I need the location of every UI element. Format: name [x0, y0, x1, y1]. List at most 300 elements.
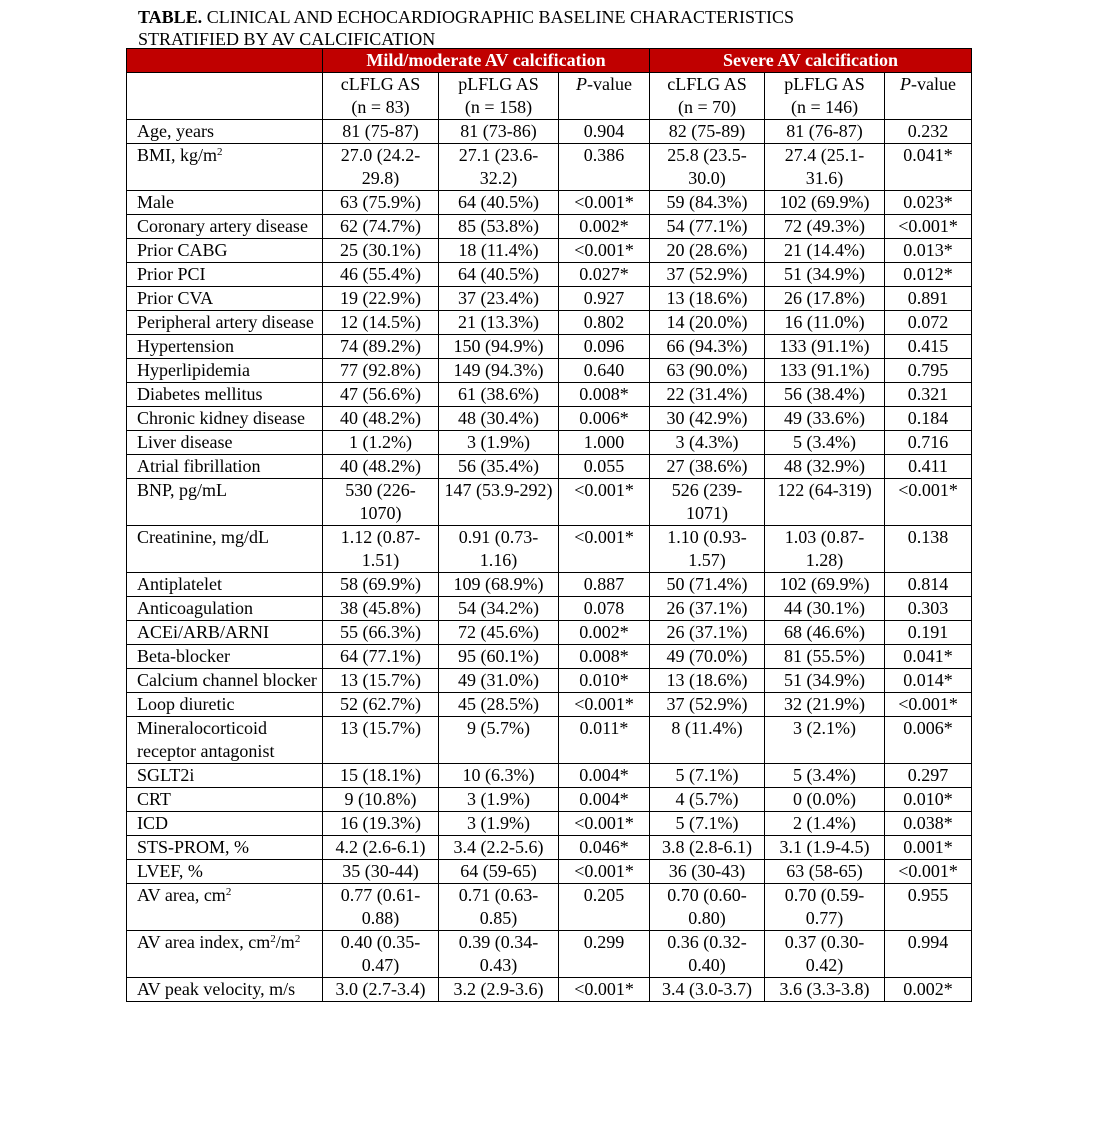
row-label-part: Prior PCI — [137, 264, 206, 284]
row-label-part: Chronic kidney disease — [137, 408, 305, 428]
table-cell: 0.70 (0.60-0.80) — [650, 884, 765, 931]
table-cell: 0.006* — [559, 407, 650, 431]
row-label — [127, 335, 323, 359]
row-label-part: CRT — [137, 789, 171, 809]
group-header-mild: Mild/moderate AV calcification — [323, 49, 650, 73]
table-cell: <0.001* — [885, 693, 972, 717]
table-cell: 21 (13.3%) — [439, 311, 559, 335]
table-cell: 109 (68.9%) — [439, 573, 559, 597]
table-cell: 54 (77.1%) — [650, 215, 765, 239]
row-label-part: Hyperlipidemia — [137, 360, 250, 380]
table-cell: 0.001* — [885, 836, 972, 860]
table-cell: 0.004* — [559, 764, 650, 788]
table-cell: <0.001* — [559, 812, 650, 836]
table-cell: 4.2 (2.6-6.1) — [323, 836, 439, 860]
table-row — [127, 669, 972, 693]
table-cell: 81 (55.5%) — [765, 645, 885, 669]
row-label — [127, 669, 323, 693]
table-cell: 3.6 (3.3-3.8) — [765, 978, 885, 1002]
table-cell: <0.001* — [559, 526, 650, 573]
table-cell: 3.0 (2.7-3.4) — [323, 978, 439, 1002]
subheader-label: pLFLG AS — [784, 74, 865, 94]
table-cell: 0.386 — [559, 144, 650, 191]
table-cell: 3.4 (2.2-5.6) — [439, 836, 559, 860]
table-cell: 27.4 (25.1-31.6) — [765, 144, 885, 191]
table-row — [127, 144, 972, 191]
table-row — [127, 812, 972, 836]
row-label-part: Hypertension — [137, 336, 234, 356]
table-cell: 59 (84.3%) — [650, 191, 765, 215]
row-label — [127, 431, 323, 455]
table-row — [127, 717, 972, 764]
table-cell: 10 (6.3%) — [439, 764, 559, 788]
table-cell: <0.001* — [559, 693, 650, 717]
table-cell: 49 (70.0%) — [650, 645, 765, 669]
table-cell: 149 (94.3%) — [439, 359, 559, 383]
table-cell: 0.303 — [885, 597, 972, 621]
table-cell: 26 (37.1%) — [650, 597, 765, 621]
table-cell: 1.03 (0.87-1.28) — [765, 526, 885, 573]
table-cell: 0.297 — [885, 764, 972, 788]
table-cell: 55 (66.3%) — [323, 621, 439, 645]
subheader-n: (n = 158) — [464, 97, 533, 117]
row-label — [127, 191, 323, 215]
table-cell: 0.814 — [885, 573, 972, 597]
row-label — [127, 479, 323, 526]
row-label-part: 2 — [225, 886, 232, 898]
table-cell: 21 (14.4%) — [765, 239, 885, 263]
table-row — [127, 311, 972, 335]
table-cell: 47 (56.6%) — [323, 383, 439, 407]
table-cell: 1.000 — [559, 431, 650, 455]
table-cell: 0.40 (0.35-0.47) — [323, 931, 439, 978]
table-cell: 0.955 — [885, 884, 972, 931]
title-line2: STRATIFIED BY AV CALCIFICATION — [138, 29, 436, 49]
table-cell: 0.096 — [559, 335, 650, 359]
row-label — [127, 645, 323, 669]
table-row — [127, 215, 972, 239]
table-cell: 37 (23.4%) — [439, 287, 559, 311]
table-cell: 1 (1.2%) — [323, 431, 439, 455]
table-cell: 30 (42.9%) — [650, 407, 765, 431]
table-cell: 3 (2.1%) — [765, 717, 885, 764]
table-cell: 64 (77.1%) — [323, 645, 439, 669]
row-label — [127, 884, 323, 931]
table-cell: 0.205 — [559, 884, 650, 931]
table-row — [127, 526, 972, 573]
row-label — [127, 215, 323, 239]
table-cell: 0.011* — [559, 717, 650, 764]
subheader-n: (n = 146) — [790, 97, 859, 117]
table-cell: 25.8 (23.5-30.0) — [650, 144, 765, 191]
table-cell: <0.001* — [559, 191, 650, 215]
table-row — [127, 383, 972, 407]
row-label — [127, 860, 323, 884]
table-cell: 13 (15.7%) — [323, 717, 439, 764]
row-label — [127, 526, 323, 573]
characteristics-table — [126, 48, 972, 1002]
subheader-italic: P — [900, 74, 912, 94]
table-cell: 27.0 (24.2-29.8) — [323, 144, 439, 191]
subheader-cell — [559, 73, 650, 120]
table-cell: <0.001* — [559, 978, 650, 1002]
table-cell: 5 (7.1%) — [650, 764, 765, 788]
table-cell: 46 (55.4%) — [323, 263, 439, 287]
table-cell: 51 (34.9%) — [765, 669, 885, 693]
title-line1: CLINICAL AND ECHOCARDIOGRAPHIC BASELINE CHARACTERISTICS — [202, 7, 795, 27]
table-cell: 56 (35.4%) — [439, 455, 559, 479]
table-row — [127, 931, 972, 978]
row-label-part: /m — [275, 932, 295, 952]
table-cell: 77 (92.8%) — [323, 359, 439, 383]
table-cell: 82 (75-89) — [650, 120, 765, 144]
row-label-part: AV area index, cm — [137, 932, 271, 952]
row-label-part: 2 — [294, 933, 301, 945]
table-cell: 0.138 — [885, 526, 972, 573]
table-cell: 3.2 (2.9-3.6) — [439, 978, 559, 1002]
table-cell: 12 (14.5%) — [323, 311, 439, 335]
table-cell: 0.321 — [885, 383, 972, 407]
row-label — [127, 407, 323, 431]
group-header-severe: Severe AV calcification — [650, 49, 972, 73]
table-cell: 0.802 — [559, 311, 650, 335]
table-cell: 0.36 (0.32-0.40) — [650, 931, 765, 978]
table-cell: 0.994 — [885, 931, 972, 978]
table-row — [127, 597, 972, 621]
row-label-part: Male — [137, 192, 174, 212]
table-cell: <0.001* — [559, 860, 650, 884]
row-label-part: Beta-blocker — [137, 646, 230, 666]
table-cell: 66 (94.3%) — [650, 335, 765, 359]
table-cell: 3.8 (2.8-6.1) — [650, 836, 765, 860]
table-cell: 0.038* — [885, 812, 972, 836]
table-cell: 20 (28.6%) — [650, 239, 765, 263]
table-cell: 0.010* — [885, 788, 972, 812]
row-label — [127, 120, 323, 144]
row-label-part: ACEi/ARB/ARNI — [137, 622, 270, 642]
table-cell: 0 (0.0%) — [765, 788, 885, 812]
table-cell: 18 (11.4%) — [439, 239, 559, 263]
table-cell: 25 (30.1%) — [323, 239, 439, 263]
table-cell: <0.001* — [559, 239, 650, 263]
table-cell: 32 (21.9%) — [765, 693, 885, 717]
table-cell: 8 (11.4%) — [650, 717, 765, 764]
row-label-part: Prior CVA — [137, 288, 214, 308]
table-cell: 14 (20.0%) — [650, 311, 765, 335]
table-cell: 0.411 — [885, 455, 972, 479]
row-label — [127, 359, 323, 383]
table-cell: 27.1 (23.6-32.2) — [439, 144, 559, 191]
table-row — [127, 239, 972, 263]
row-label — [127, 717, 323, 764]
table-cell: 0.002* — [559, 215, 650, 239]
row-label-part: Atrial fibrillation — [137, 456, 261, 476]
table-cell: 0.002* — [559, 621, 650, 645]
table-cell: 1.12 (0.87-1.51) — [323, 526, 439, 573]
row-label-part: Mineralocorticoid receptor antagonist — [137, 718, 275, 761]
table-cell: 0.023* — [885, 191, 972, 215]
table-cell: <0.001* — [885, 860, 972, 884]
row-label — [127, 383, 323, 407]
table-row — [127, 693, 972, 717]
table-cell: 26 (17.8%) — [765, 287, 885, 311]
subheader-cell — [650, 73, 765, 120]
table-cell: 50 (71.4%) — [650, 573, 765, 597]
table-cell: 0.006* — [885, 717, 972, 764]
row-label-part: Anticoagulation — [137, 598, 253, 618]
table-row — [127, 884, 972, 931]
row-label — [127, 764, 323, 788]
row-label-part: AV peak velocity, m/s — [137, 979, 296, 999]
row-label-part: Diabetes mellitus — [137, 384, 263, 404]
table-cell: 85 (53.8%) — [439, 215, 559, 239]
table-cell: 147 (53.9-292) — [439, 479, 559, 526]
table-cell: 36 (30-43) — [650, 860, 765, 884]
table-cell: 0.39 (0.34-0.43) — [439, 931, 559, 978]
table-cell: 0.71 (0.63-0.85) — [439, 884, 559, 931]
table-cell: 0.041* — [885, 645, 972, 669]
row-label-part: 2 — [270, 933, 276, 945]
table-cell: 0.041* — [885, 144, 972, 191]
table-cell: 13 (15.7%) — [323, 669, 439, 693]
table-cell: 0.70 (0.59-0.77) — [765, 884, 885, 931]
table-cell: 0.184 — [885, 407, 972, 431]
table-cell: 44 (30.1%) — [765, 597, 885, 621]
table-cell: 37 (52.9%) — [650, 693, 765, 717]
table-cell: 13 (18.6%) — [650, 669, 765, 693]
subheader-blank — [127, 73, 323, 120]
row-label — [127, 287, 323, 311]
row-label-part: AV area, cm — [137, 885, 226, 905]
table-cell: 54 (34.2%) — [439, 597, 559, 621]
table-cell: 2 (1.4%) — [765, 812, 885, 836]
subheader-cell — [885, 73, 972, 120]
table-cell: 22 (31.4%) — [650, 383, 765, 407]
table-cell: 48 (30.4%) — [439, 407, 559, 431]
table-cell: 0.299 — [559, 931, 650, 978]
table-cell: 0.904 — [559, 120, 650, 144]
subheader-row — [127, 73, 972, 120]
table-cell: 26 (37.1%) — [650, 621, 765, 645]
table-cell: 3 (4.3%) — [650, 431, 765, 455]
row-label — [127, 621, 323, 645]
table-cell: 9 (5.7%) — [439, 717, 559, 764]
table-cell: 9 (10.8%) — [323, 788, 439, 812]
table-cell: 0.072 — [885, 311, 972, 335]
table-cell: 35 (30-44) — [323, 860, 439, 884]
row-label-part: Antiplatelet — [137, 574, 222, 594]
table-cell: 0.232 — [885, 120, 972, 144]
table-cell: 58 (69.9%) — [323, 573, 439, 597]
table-cell: 3 (1.9%) — [439, 788, 559, 812]
row-label-part: ICD — [137, 813, 168, 833]
table-cell: 64 (59-65) — [439, 860, 559, 884]
table-cell: 15 (18.1%) — [323, 764, 439, 788]
subheader-italic: P — [576, 74, 588, 94]
row-label-part: BMI, kg/m — [137, 145, 218, 165]
table-cell: 52 (62.7%) — [323, 693, 439, 717]
row-label-part: Calcium channel blocker — [137, 670, 317, 690]
table-cell: 72 (45.6%) — [439, 621, 559, 645]
table-cell: 0.91 (0.73-1.16) — [439, 526, 559, 573]
row-label-part: Coronary artery disease — [137, 216, 308, 236]
table-cell: 0.795 — [885, 359, 972, 383]
table-row — [127, 860, 972, 884]
group-header-blank — [127, 49, 323, 73]
row-label — [127, 812, 323, 836]
table-cell: 19 (22.9%) — [323, 287, 439, 311]
table-row — [127, 191, 972, 215]
table-cell: 102 (69.9%) — [765, 573, 885, 597]
table-cell: 61 (38.6%) — [439, 383, 559, 407]
table-cell: 0.013* — [885, 239, 972, 263]
title-bold: TABLE. — [138, 7, 203, 27]
table-cell: 3 (1.9%) — [439, 431, 559, 455]
table-cell: 0.008* — [559, 645, 650, 669]
table-cell: 4 (5.7%) — [650, 788, 765, 812]
table-row — [127, 287, 972, 311]
table-cell: 0.008* — [559, 383, 650, 407]
table-cell: 0.887 — [559, 573, 650, 597]
table-cell: 56 (38.4%) — [765, 383, 885, 407]
table-cell: 0.027* — [559, 263, 650, 287]
table-cell: 0.927 — [559, 287, 650, 311]
table-cell: 3 (1.9%) — [439, 812, 559, 836]
table-row — [127, 263, 972, 287]
table-row — [127, 621, 972, 645]
table-cell: 150 (94.9%) — [439, 335, 559, 359]
table-cell: 0.415 — [885, 335, 972, 359]
table-cell: 95 (60.1%) — [439, 645, 559, 669]
table-cell: 64 (40.5%) — [439, 263, 559, 287]
row-label — [127, 455, 323, 479]
table-row — [127, 479, 972, 526]
row-label — [127, 693, 323, 717]
subheader-cell — [765, 73, 885, 120]
row-label-part: Creatinine, mg/dL — [137, 527, 269, 547]
table-cell: 0.37 (0.30-0.42) — [765, 931, 885, 978]
table-row — [127, 431, 972, 455]
table-cell: 49 (31.0%) — [439, 669, 559, 693]
table-row — [127, 788, 972, 812]
table-cell: 81 (76-87) — [765, 120, 885, 144]
row-label — [127, 788, 323, 812]
table-cell: 16 (19.3%) — [323, 812, 439, 836]
table-cell: 37 (52.9%) — [650, 263, 765, 287]
subheader-n: (n = 83) — [351, 97, 410, 117]
table-cell: 48 (32.9%) — [765, 455, 885, 479]
table-cell: 530 (226-1070) — [323, 479, 439, 526]
table-cell: 5 (3.4%) — [765, 764, 885, 788]
table-cell: 0.002* — [885, 978, 972, 1002]
group-header-row — [127, 49, 972, 73]
table-cell: 68 (46.6%) — [765, 621, 885, 645]
row-label — [127, 978, 323, 1002]
subheader-cell — [323, 73, 439, 120]
table-row — [127, 978, 972, 1002]
table-row — [127, 645, 972, 669]
table-cell: 81 (75-87) — [323, 120, 439, 144]
table-cell: 13 (18.6%) — [650, 287, 765, 311]
table-cell: 3.1 (1.9-4.5) — [765, 836, 885, 860]
table-title — [138, 6, 794, 50]
table-cell: 0.191 — [885, 621, 972, 645]
table-cell: 63 (90.0%) — [650, 359, 765, 383]
table-cell: 5 (3.4%) — [765, 431, 885, 455]
table-cell: 0.078 — [559, 597, 650, 621]
table-cell: 0.891 — [885, 287, 972, 311]
table-cell: 40 (48.2%) — [323, 407, 439, 431]
row-label — [127, 573, 323, 597]
row-label-part: Loop diuretic — [137, 694, 235, 714]
table-cell: 0.010* — [559, 669, 650, 693]
row-label — [127, 836, 323, 860]
table-cell: 5 (7.1%) — [650, 812, 765, 836]
row-label — [127, 144, 323, 191]
row-label — [127, 263, 323, 287]
subheader-cell — [439, 73, 559, 120]
table-cell: 1.10 (0.93-1.57) — [650, 526, 765, 573]
table-cell: 16 (11.0%) — [765, 311, 885, 335]
subheader-label: pLFLG AS — [458, 74, 539, 94]
table-cell: 51 (34.9%) — [765, 263, 885, 287]
table-cell: 0.77 (0.61-0.88) — [323, 884, 439, 931]
row-label-part: LVEF, % — [137, 861, 203, 881]
table-cell: 63 (58-65) — [765, 860, 885, 884]
table-cell: 64 (40.5%) — [439, 191, 559, 215]
table-row — [127, 836, 972, 860]
table-row — [127, 359, 972, 383]
table-cell: 0.012* — [885, 263, 972, 287]
table-cell: <0.001* — [885, 215, 972, 239]
row-label — [127, 311, 323, 335]
table-cell: 0.640 — [559, 359, 650, 383]
row-label-part: Prior CABG — [137, 240, 228, 260]
row-label-part: Peripheral artery disease — [137, 312, 314, 332]
table-cell: 0.014* — [885, 669, 972, 693]
subheader-label: cLFLG AS — [340, 74, 421, 94]
table-cell: 62 (74.7%) — [323, 215, 439, 239]
row-label-part: 2 — [217, 146, 223, 158]
row-label-part: STS-PROM, % — [137, 837, 250, 857]
table-row — [127, 407, 972, 431]
table-cell: 49 (33.6%) — [765, 407, 885, 431]
table-cell: 0.055 — [559, 455, 650, 479]
table-cell: 72 (49.3%) — [765, 215, 885, 239]
table-cell: 27 (38.6%) — [650, 455, 765, 479]
subheader-label: -value — [911, 74, 957, 94]
table-cell: 38 (45.8%) — [323, 597, 439, 621]
table-cell: 63 (75.9%) — [323, 191, 439, 215]
row-label — [127, 239, 323, 263]
table-cell: 40 (48.2%) — [323, 455, 439, 479]
subheader-label: cLFLG AS — [667, 74, 747, 94]
row-label — [127, 597, 323, 621]
row-label-part: SGLT2i — [137, 765, 195, 785]
table-cell: 102 (69.9%) — [765, 191, 885, 215]
table-row — [127, 573, 972, 597]
table-cell: 133 (91.1%) — [765, 335, 885, 359]
row-label-part: BNP, pg/mL — [137, 480, 228, 500]
row-label-part: Age, years — [137, 121, 214, 141]
table-cell: 0.004* — [559, 788, 650, 812]
table-cell: 45 (28.5%) — [439, 693, 559, 717]
table-cell: 3.4 (3.0-3.7) — [650, 978, 765, 1002]
table-row — [127, 335, 972, 359]
table-cell: 133 (91.1%) — [765, 359, 885, 383]
table-row — [127, 120, 972, 144]
table-row — [127, 764, 972, 788]
